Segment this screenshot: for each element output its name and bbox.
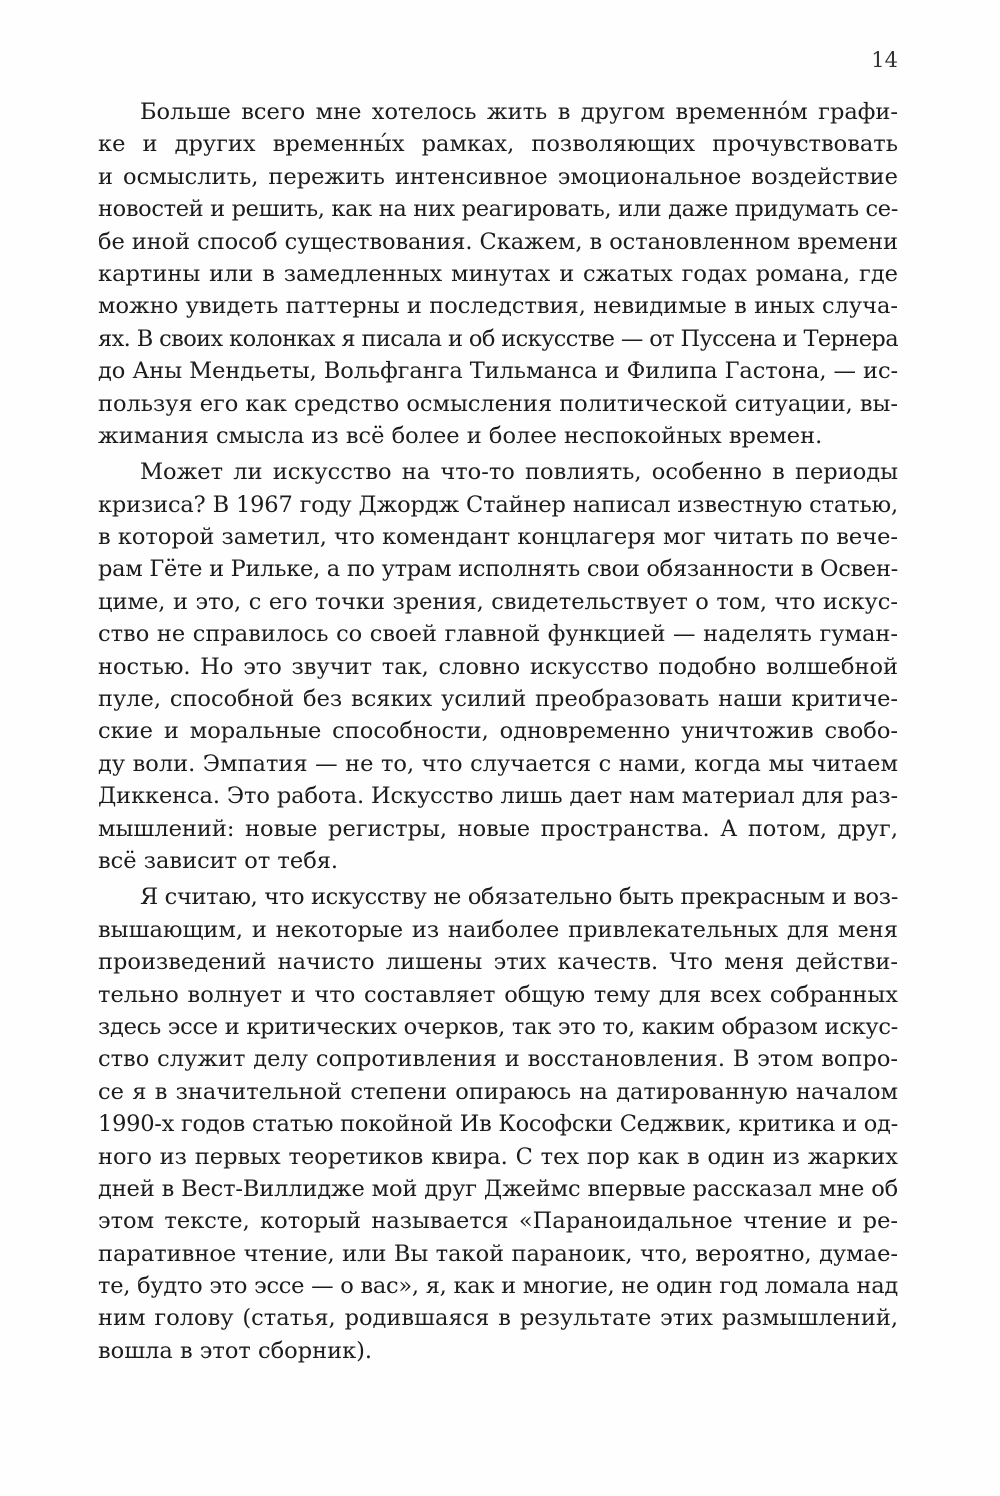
text-line: циме, и это, с его точки зрения, свидетельствует о том, что искус- xyxy=(98,588,898,615)
text-line: Может ли искусство на что-то повлиять, особенно в периоды xyxy=(140,459,898,486)
text-line: всё зависит от тебя. xyxy=(98,847,339,874)
text-line: можно увидеть паттерны и последствия, невидимые в иных случа- xyxy=(98,293,898,320)
text-line: ство не справилось со своей главной функцией — наделять гуман- xyxy=(98,621,898,648)
paragraph xyxy=(98,881,898,1367)
text-line: те, будто это эссе — о вас», я, как и многие, не один год ломала над xyxy=(98,1273,898,1300)
text-line: пользуя его как средство осмысления политической ситуации, вы- xyxy=(98,390,898,417)
text-line: ду воли. Эмпатия — не то, что случается с нами, когда мы читаем xyxy=(98,750,898,777)
text-line: ностью. Но это звучит так, словно искусство подобно волшебной xyxy=(98,653,898,680)
text-line: бе иной способ существования. Скажем, в остановленном времени xyxy=(98,228,898,255)
paragraph xyxy=(98,96,898,452)
text-line: пуле, способной без всяких усилий преобразовать наши критиче- xyxy=(98,686,898,713)
text-line: Диккенса. Это работа. Искусство лишь дает нам материал для раз- xyxy=(98,783,898,810)
text-line: ного из первых теоретиков квира. С тех пор как в один из жарких xyxy=(98,1143,898,1170)
text-line: дней в Вест-Виллидже мой друг Джеймс впервые рассказал мне об xyxy=(98,1175,898,1202)
text-line: здесь эссе и критических очерков, так это то, каким образом искус- xyxy=(98,1013,898,1040)
text-line: се я в значительной степени опираюсь на датированную началом xyxy=(98,1078,898,1105)
text-line: произведений начисто лишены этих качеств. Что меня действи- xyxy=(98,949,898,976)
text-line: вошла в этот сборник). xyxy=(98,1337,373,1364)
text-line: ним голову (статья, родившаяся в результате этих размышлений, xyxy=(98,1305,898,1332)
text-line: ях. В своих колонках я писала и об искусстве — от Пуссена и Тернера xyxy=(98,325,898,352)
text-line: новостей и решить, как на них реагировать, или даже придумать се- xyxy=(98,196,898,223)
text-line: рам Гёте и Рильке, а по утрам исполнять свои обязанности в Освен- xyxy=(98,556,898,583)
body-text xyxy=(98,96,898,1367)
text-line: тельно волнует и что составляет общую тему для всех собранных xyxy=(98,981,898,1008)
text-line: Я считаю, что искусству не обязательно быть прекрасным и воз- xyxy=(140,884,898,911)
text-line: этом тексте, который называется «Параноидальное чтение и ре- xyxy=(98,1208,898,1235)
text-line: паративное чтение, или Вы такой параноик, что, вероятно, думае- xyxy=(98,1240,898,1267)
paragraph xyxy=(98,456,898,877)
text-line: 1990-х годов статью покойной Ив Кософски Седжвик, критика и од- xyxy=(98,1111,898,1138)
text-line: и осмыслить, пережить интенсивное эмоциональное воздействие xyxy=(98,163,898,190)
text-line: мышлений: новые регистры, новые пространства. А потом, друг, xyxy=(98,815,898,842)
text-line: картины или в замедленных минутах и сжатых годах романа, где xyxy=(98,260,898,287)
page-number: 14 xyxy=(871,48,898,72)
text-line: Больше всего мне хотелось жить в другом временно́м графи- xyxy=(140,99,898,125)
text-line: кризиса? В 1967 году Джордж Стайнер написал известную статью, xyxy=(98,491,898,518)
text-line: до Аны Мендьеты, Вольфганга Тильманса и Филипа Гастона, — ис- xyxy=(98,358,898,385)
text-line: ские и моральные способности, одновременно уничтожив свобо- xyxy=(98,718,898,745)
text-line: вышающим, и некоторые из наиболее привлекательных для меня xyxy=(98,916,898,943)
text-line: ке и других временны́х рамках, позволяющих прочувствовать xyxy=(98,131,898,158)
text-line: ство служит делу сопротивления и восстановления. В этом вопро- xyxy=(98,1046,898,1073)
text-line: жимания смысла из всё более и более неспокойных времен. xyxy=(98,422,823,449)
text-line: в которой заметил, что комендант концлагеря мог читать по вече- xyxy=(98,524,899,551)
